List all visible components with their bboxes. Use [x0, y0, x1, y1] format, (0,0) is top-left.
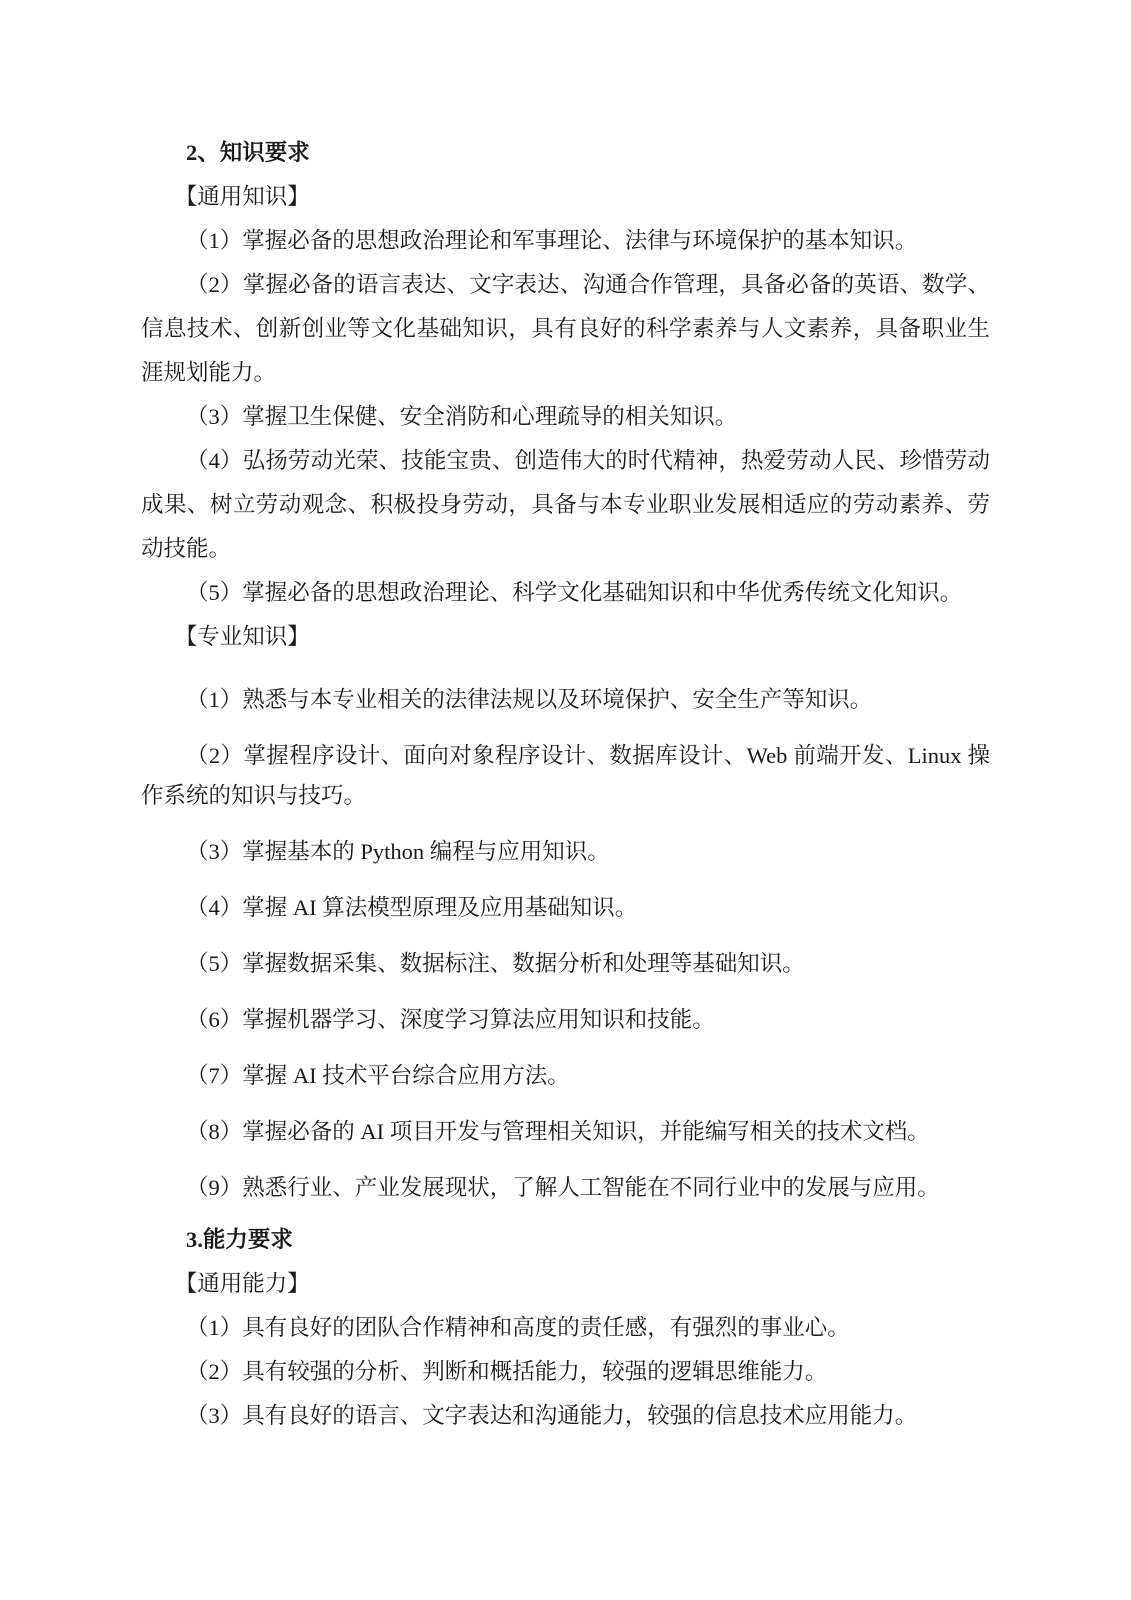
general-ability-item: （3）具有良好的语言、文字表达和沟通能力，较强的信息技术应用能力。	[186, 1403, 918, 1428]
document-content	[141, 131, 990, 1438]
general-ability-item: （1）具有良好的团队合作精神和高度的责任感，有强烈的事业心。	[186, 1315, 850, 1340]
professional-knowledge-item: （1）熟悉与本专业相关的法律法规以及环境保护、安全生产等知识。	[186, 687, 873, 712]
general-knowledge-item: （3）掌握卫生保健、安全消防和心理疏导的相关知识。	[186, 404, 738, 429]
professional-knowledge-item: （3）掌握基本的 Python 编程与应用知识。	[186, 839, 610, 864]
general-knowledge-item: （4）弘扬劳动光荣、技能宝贵、创造伟大的时代精神，热爱劳动人民、珍惜劳动成果、树立劳动观念、积极投身劳动，具备与本专业职业发展相适应的劳动素养、劳动技能。	[141, 448, 990, 561]
subheading-general-knowledge: 【通用知识】	[174, 184, 310, 209]
general-knowledge-item: （1）掌握必备的思想政治理论和军事理论、法律与环境保护的基本知识。	[186, 228, 918, 253]
professional-knowledge-item: （6）掌握机器学习、深度学习算法应用知识和技能。	[186, 1007, 715, 1032]
subheading-professional-knowledge: 【专业知识】	[174, 624, 310, 649]
subheading-general-ability: 【通用能力】	[174, 1271, 310, 1296]
heading-knowledge-requirements: 2、知识要求	[186, 140, 310, 165]
professional-knowledge-list	[141, 680, 990, 1208]
professional-knowledge-item: （5）掌握数据采集、数据标注、数据分析和处理等基础知识。	[186, 951, 805, 976]
heading-ability-requirements: 3.能力要求	[186, 1227, 293, 1252]
general-knowledge-item: （5）掌握必备的思想政治理论、科学文化基础知识和中华优秀传统文化知识。	[186, 580, 963, 605]
professional-knowledge-item: （9）熟悉行业、产业发展现状，了解人工智能在不同行业中的发展与应用。	[186, 1175, 940, 1200]
professional-knowledge-item: （7）掌握 AI 技术平台综合应用方法。	[186, 1063, 570, 1088]
ability-requirements-section	[141, 1218, 990, 1438]
general-knowledge-item: （2）掌握必备的语言表达、文字表达、沟通合作管理，具备必备的英语、数学、信息技术、创新创业等文化基础知识，具有良好的科学素养与人文素养，具备职业生涯规划能力。	[141, 272, 990, 385]
professional-knowledge-item: （8）掌握必备的 AI 项目开发与管理相关知识，并能编写相关的技术文档。	[186, 1119, 930, 1144]
professional-knowledge-item: （4）掌握 AI 算法模型原理及应用基础知识。	[186, 895, 638, 920]
professional-knowledge-item: （2）掌握程序设计、面向对象程序设计、数据库设计、Web 前端开发、Linux 操作系统的知识与技巧。	[141, 743, 990, 808]
general-ability-item: （2）具有较强的分析、判断和概括能力，较强的逻辑思维能力。	[186, 1359, 828, 1384]
